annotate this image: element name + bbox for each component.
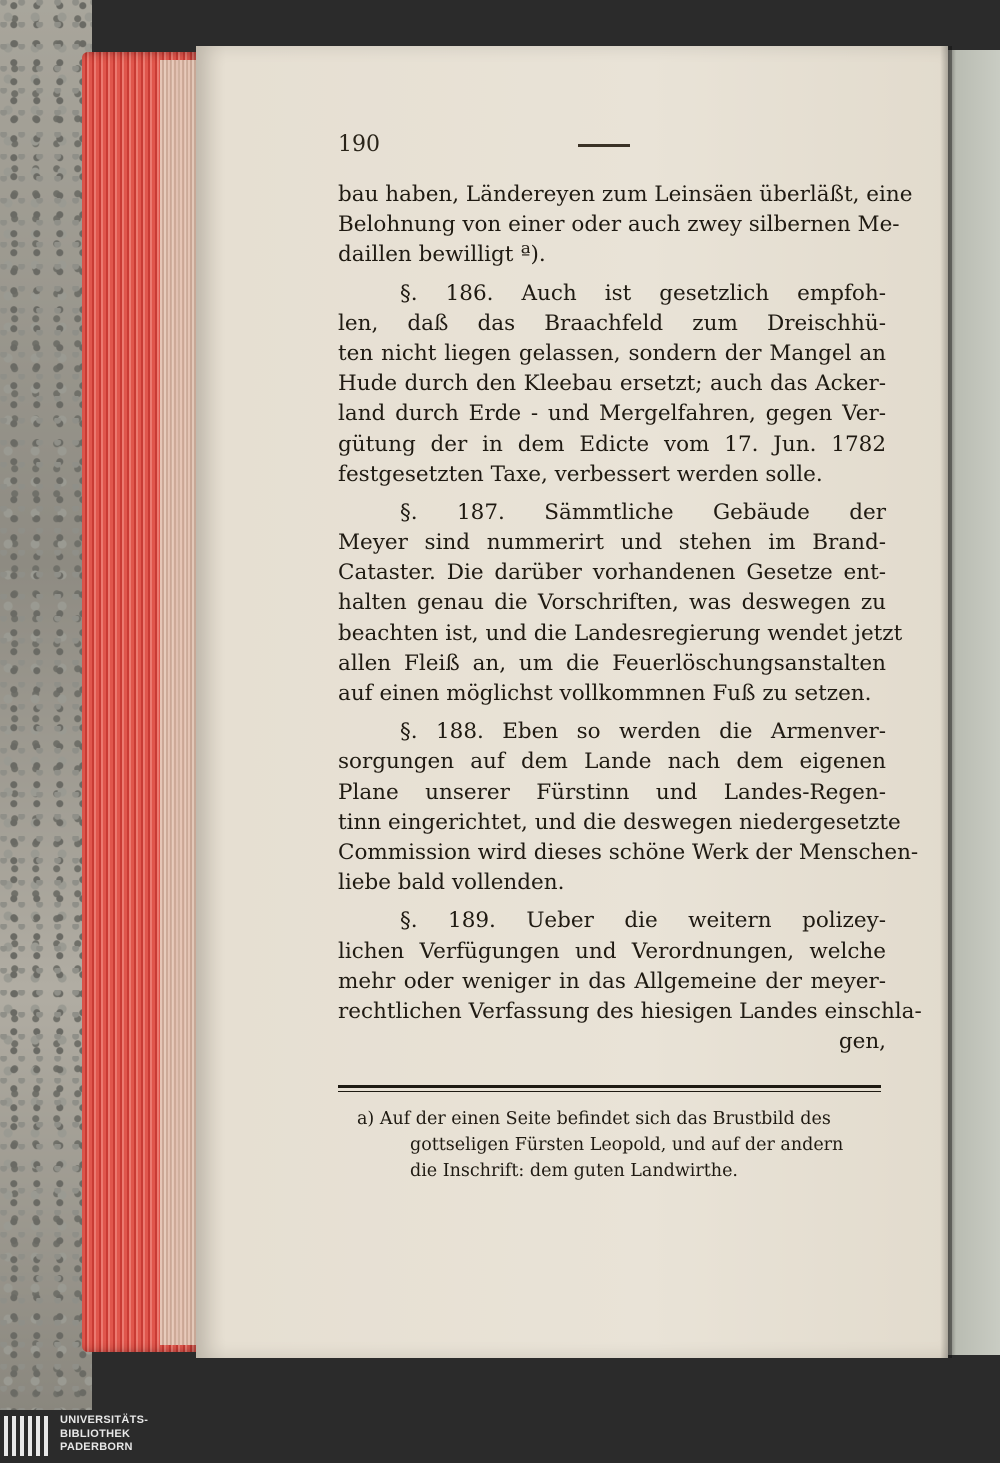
page-header: [338, 132, 886, 162]
text-line: Commission wird dieses schöne Werk der Menschen-: [338, 839, 919, 865]
paragraph-186-start: §. 186. Auch ist gesetzlich empfoh-: [400, 280, 886, 306]
text-line: Plane unserer Fürstinn und Landes-Regen-: [338, 779, 886, 805]
text-line: gütung der in dem Edicte vom 17. Jun. 1782: [338, 431, 886, 457]
text-line: festgesetzten Taxe, verbessert werden solle.: [338, 461, 823, 487]
text-line: Belohnung von einer oder auch zwey silbernen Me-: [338, 212, 900, 238]
logo-line: PADERBORN: [60, 1441, 133, 1453]
header-ornament-rule: [578, 144, 630, 147]
text-line: Cataster. Die darüber vorhandenen Gesetze ent-: [338, 560, 886, 586]
footnote-rule: [338, 1085, 881, 1088]
page-block-inner-edge: [160, 60, 200, 1345]
body-text: [338, 180, 922, 1057]
text-line: beachten ist, und die Landesregierung wendet jetzt: [338, 620, 903, 646]
text-line: liebe bald vollenden.: [338, 870, 565, 896]
text-line: ten nicht liegen gelassen, sondern der Mangel an: [338, 340, 886, 366]
library-logo: [4, 1414, 234, 1458]
text-line: Hude durch den Kleebau ersetzt; auch das Acker-: [338, 371, 886, 397]
paragraph-187-start: §. 187. Sämmtliche Gebäude der: [400, 499, 886, 525]
text-line: halten genau die Vorschriften, was deswegen zu: [338, 590, 886, 616]
footnote: [357, 1106, 877, 1184]
text-line: tinn eingerichtet, und die deswegen niedergesetzte: [338, 809, 901, 835]
text-line: auf einen möglichst vollkommnen Fuß zu setzen.: [338, 681, 872, 706]
gutter-shadow: [940, 46, 952, 1358]
catchword: gen,: [838, 1029, 886, 1055]
paragraph-189-start: §. 189. Ueber die weitern polizey-: [400, 908, 886, 934]
text-line: allen Fleiß an, um die Feuerlöschungsanstalten: [338, 650, 886, 676]
footnote-line: gottseligen Fürsten Leopold, und auf der andern: [410, 1135, 844, 1155]
text-line: Meyer sind nummerirt und stehen im Brand-: [338, 530, 886, 556]
footnote-rule-thin: [338, 1091, 881, 1092]
logo-line: BIBLIOTHEK: [60, 1427, 131, 1440]
text-line: bau haben, Ländereyen zum Leinsäen überläßt, eine: [338, 182, 913, 207]
logo-line: UNIVERSITÄTS-: [60, 1414, 149, 1426]
facing-page-edge: [948, 50, 1000, 1355]
logo-bars-icon: [4, 1416, 52, 1456]
text-line: rechtlichen Verfassung des hiesigen Landes einschla-: [338, 998, 922, 1024]
text-line: sorgungen auf dem Lande nach dem eigenen: [338, 749, 886, 775]
text-line: mehr oder weniger in das Allgemeine der meyer-: [338, 968, 886, 994]
text-line: land durch Erde - und Mergelfahren, gegen Ver-: [338, 401, 886, 427]
logo-text: [60, 1414, 148, 1455]
footnote-line: die Inschrift: dem guten Landwirthe.: [410, 1161, 738, 1181]
footnote-line: a) Auf der einen Seite befindet sich das Brustbild des: [357, 1109, 831, 1129]
page-number: 190: [338, 132, 380, 157]
text-line: daillen bewilligt ª).: [338, 242, 546, 268]
text-line: len, daß das Braachfeld zum Dreischhü-: [338, 310, 886, 336]
paragraph-188-start: §. 188. Eben so werden die Armenver-: [400, 719, 886, 745]
text-line: lichen Verfügungen und Verordnungen, welche: [338, 938, 886, 964]
book-cover-marbled: [0, 0, 92, 1410]
